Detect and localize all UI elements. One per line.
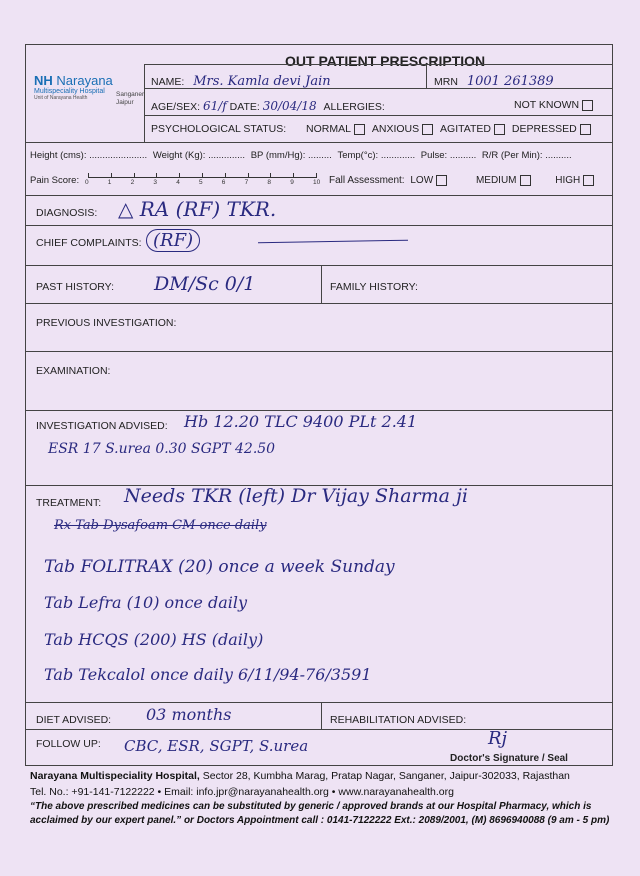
- diet-label: DIET ADVISED:: [36, 714, 112, 726]
- treatment-label: TREATMENT:: [36, 497, 102, 509]
- mrn-value: 1001 261389: [466, 74, 554, 89]
- date-value: 30/04/18: [262, 99, 317, 113]
- pain-tick-label: 10: [313, 179, 321, 186]
- pain-tick-mark: [293, 173, 294, 178]
- treatment-line-2: Rx Tab Dysafoam CM once daily: [54, 518, 267, 533]
- pain-tick-mark: [225, 173, 226, 178]
- pulse-field: Pulse: ..........: [420, 150, 477, 161]
- diagnosis-value: △ RA (RF) TKR.: [118, 197, 277, 221]
- chief-underline: [258, 240, 408, 244]
- fall-medium-checkbox[interactable]: [520, 175, 531, 186]
- psych-agitated: AGITATED: [440, 123, 491, 135]
- treatment-line-3: Tab FOLITRAX (20) once a week Sunday: [44, 557, 395, 577]
- age-value: 61/f: [202, 99, 227, 113]
- pain-tick-mark: [316, 173, 317, 178]
- psych-anxious-checkbox[interactable]: [422, 124, 433, 135]
- age-label: AGE/SEX:: [151, 101, 201, 113]
- fall-low: LOW: [410, 175, 434, 187]
- pain-tick-mark: [88, 173, 89, 178]
- branch-label: [116, 91, 144, 107]
- allergies-label: ALLERGIES:: [323, 101, 385, 113]
- pain-tick-mark: [134, 173, 135, 178]
- pain-tick-mark: [179, 173, 180, 178]
- pain-tick-label: 7: [244, 179, 249, 186]
- footer-line-3: “The above prescribed medicines can be substituted by generic / approved brands at our Hospital Pharmacy, which is: [30, 801, 592, 812]
- psych-agitated-checkbox[interactable]: [494, 124, 505, 135]
- form-title: OUT PATIENT PRESCRIPTION: [285, 53, 486, 69]
- footer-line-1: [30, 770, 620, 782]
- not-known-label: NOT KNOWN: [514, 99, 580, 111]
- fall-low-checkbox[interactable]: [436, 175, 447, 186]
- psych-anxious: ANXIOUS: [371, 123, 420, 135]
- fall-label: Fall Assessment:: [329, 175, 405, 187]
- past-label: PAST HISTORY:: [36, 281, 115, 293]
- pain-tick-label: 4: [176, 179, 180, 186]
- signature-mark: Rj: [488, 728, 508, 749]
- pain-score-label: Pain Score:: [30, 175, 80, 186]
- date-label: DATE:: [229, 101, 260, 113]
- not-known-checkbox[interactable]: [582, 100, 593, 111]
- pain-tick-mark: [248, 173, 249, 178]
- psych-normal-checkbox[interactable]: [354, 124, 365, 135]
- signature-label: Doctor's Signature / Seal: [450, 753, 568, 764]
- mrn-label: MRN: [434, 76, 458, 88]
- footer-line-4: acclaimed by our expert panel.” or Doctors Appointment call : 0141-7122222 Ext.: 2089/2001, (M) 8696940088 (9 am - 5 pm): [30, 815, 610, 826]
- treatment-line-5: Tab HCQS (200) HS (daily): [44, 630, 264, 649]
- chief-value: (RF): [146, 229, 200, 252]
- rr-field: R/R (Per Min): ..........: [481, 150, 572, 161]
- name-label: NAME:: [151, 76, 185, 88]
- fall-medium: MEDIUM: [475, 175, 517, 187]
- patient-name: Mrs. Kamla devi Jain: [193, 74, 331, 89]
- psych-depressed-checkbox[interactable]: [580, 124, 591, 135]
- prescription-form: [25, 44, 613, 766]
- pain-tick-mark: [111, 173, 112, 178]
- chief-label: CHIEF COMPLAINTS:: [36, 237, 142, 249]
- exam-label: EXAMINATION:: [36, 365, 111, 377]
- treatment-line-1: Needs TKR (left) Dr Vijay Sharma ji: [124, 485, 468, 507]
- treatment-line-4: Tab Lefra (10) once daily: [44, 593, 248, 612]
- past-value: DM/Sc 0/1: [154, 273, 256, 295]
- inv-label: INVESTIGATION ADVISED:: [36, 420, 168, 432]
- pain-tick-mark: [156, 173, 157, 178]
- temp-field: Temp(°c): .............: [337, 150, 416, 161]
- treatment-line-6: Tab Tekcalol once daily 6/11/94-76/3591: [44, 665, 372, 684]
- psych-depressed: DEPRESSED: [511, 123, 577, 135]
- logo-tag: Unit of Narayana Health: [34, 95, 88, 101]
- footer-line-2: Tel. No.: +91-141-7122222 • Email: info.jpr@narayanahealth.org • www.narayanahealth.org: [30, 786, 454, 798]
- branch-line1: Sanganer: [116, 91, 145, 98]
- pain-tick-mark: [202, 173, 203, 178]
- rehab-label: REHABILITATION ADVISED:: [330, 714, 467, 726]
- diagnosis-label: DIAGNOSIS:: [36, 207, 98, 219]
- pain-tick-mark: [270, 173, 271, 178]
- pain-tick-label: 2: [130, 179, 135, 186]
- fall-high-checkbox[interactable]: [583, 175, 594, 186]
- footer-address: Sector 28, Kumbha Marag, Pratap Nagar, Sanganer, Jaipur-302033, Rajasthan: [199, 770, 570, 782]
- inv-line1: Hb 12.20 TLC 9400 PLt 2.41: [184, 412, 418, 431]
- height-field: Height (cms): ......................: [30, 150, 148, 161]
- inv-line2: ESR 17 S.urea 0.30 SGPT 42.50: [48, 441, 276, 457]
- pain-tick-label: 8: [267, 179, 272, 186]
- pain-tick-label: 9: [290, 179, 294, 186]
- psych-normal: NORMAL: [306, 123, 351, 135]
- footer-hospital-name: Narayana Multispeciality Hospital,: [30, 770, 200, 782]
- pain-tick-label: 1: [107, 179, 112, 186]
- weight-field: Weight (Kg): ..............: [152, 150, 246, 161]
- followup-label: FOLLOW UP:: [36, 738, 101, 750]
- logo-name: Narayana: [56, 73, 113, 88]
- family-label: FAMILY HISTORY:: [330, 281, 418, 293]
- branch-line2: Jaipur: [116, 99, 134, 106]
- pain-tick-label: 6: [221, 179, 226, 186]
- psych-label: PSYCHOLOGICAL STATUS:: [151, 123, 287, 135]
- followup-value: CBC, ESR, SGPT, S.urea: [124, 737, 309, 755]
- pain-tick-label: 0: [85, 179, 89, 186]
- diet-value: 03 months: [146, 705, 232, 724]
- prev-label: PREVIOUS INVESTIGATION:: [36, 317, 177, 329]
- pain-tick-label: 5: [199, 179, 203, 186]
- bp-field: BP (mm/Hg): .........: [250, 150, 332, 161]
- pain-tick-label: 3: [153, 179, 158, 186]
- logo-mark: NH: [34, 73, 53, 88]
- logo-sub: Multispeciality Hospital: [34, 88, 105, 95]
- fall-high: HIGH: [555, 175, 581, 187]
